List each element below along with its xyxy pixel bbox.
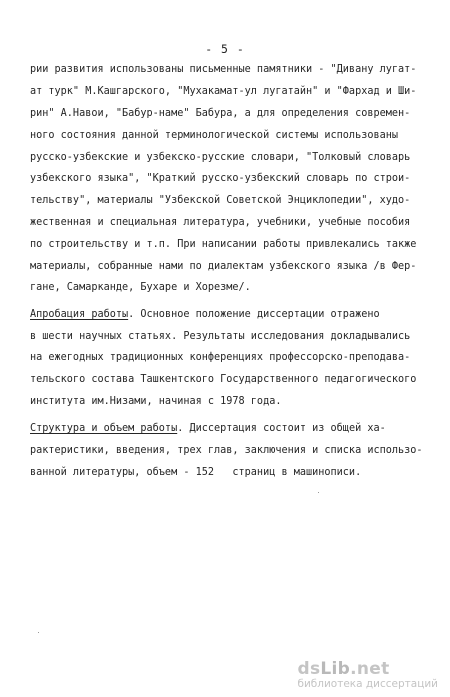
text-line: узбекского языка", "Краткий русско-узбекский словарь по строи- [30, 173, 411, 184]
text-fragment: . Диссертация состоит из общей ха- [177, 423, 386, 434]
text-line: на ежегодных традиционных конференциях профессорско-преподава- [30, 352, 411, 363]
text-line: ат турк" М.Кашгарского, "Мухакамат-ул лугатайн" и "Фархад и Ши- [30, 86, 417, 97]
text-line [30, 422, 386, 436]
text-line: жественная и специальная литература, учебники, учебные пособия [30, 217, 411, 228]
text-line: рин" А.Навои, "Бабур-наме" Бабура, а для определения современ- [30, 108, 411, 119]
text-line: ного состояния данной терминологической системы использованы [30, 130, 399, 141]
text-line: тельству", материалы "Узбекской Советской Энциклопедии", худо- [30, 195, 411, 206]
text-line: по строительству и т.п. При написании работы привлекались также [30, 239, 417, 250]
page-number: - 5 - [205, 42, 245, 56]
logo-part: .net [350, 659, 390, 679]
text-line [30, 308, 380, 322]
text-line: ванной литературы, объем - 152 страниц в машинописи. [30, 467, 362, 478]
text-line: в шести научных статьях. Результаты исследования докладывались [30, 331, 411, 342]
logo-part: Lib [320, 659, 351, 679]
text-line: гане, Самарканде, Бухаре и Хорезме/. [30, 282, 251, 293]
text-line: института им.Низами, начиная с 1978 года. [30, 396, 282, 407]
scan-speck [318, 492, 319, 493]
text-line: тельского состава Ташкентского Государственного педагогического [30, 374, 417, 385]
watermark-subtitle: библиотека диссертаций [297, 678, 438, 690]
section-heading-approbation: Апробация работы [30, 309, 129, 320]
section-heading-structure: Структура и объем работы [30, 423, 178, 434]
watermark [297, 660, 438, 691]
text-line: русско-узбекские и узбекско-русские словари, "Толковый словарь [30, 152, 411, 163]
logo-part: ds [297, 659, 321, 679]
text-fragment: . Основное положение диссертации отражено [128, 309, 380, 320]
watermark-logo [297, 660, 438, 678]
text-line: рактеристики, введения, трех глав, заключения и списка использо- [30, 445, 423, 456]
text-line: рии развития использованы письменные памятники - "Дивану лугат- [30, 64, 417, 75]
scan-speck [38, 632, 39, 633]
text-line: материалы, собранные нами по диалектам узбекского языка /в Фер- [30, 261, 417, 272]
